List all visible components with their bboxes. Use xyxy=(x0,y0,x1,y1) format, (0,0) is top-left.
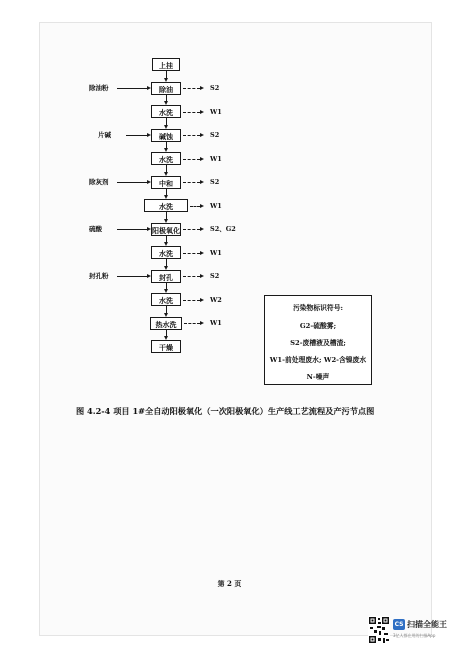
pollutant-output-label: W1 xyxy=(210,248,222,257)
input-material-label: 除油粉 xyxy=(89,84,109,92)
process-step-box: 水洗 xyxy=(151,152,181,165)
pollutant-output-label: W1 xyxy=(210,319,222,327)
figure-caption: 图 4.2-4 项目 1#全自动阳极氧化（一次阳极氧化）生产线工艺流程及产污节点图 xyxy=(76,406,375,416)
output-line xyxy=(183,112,200,113)
output-arrow xyxy=(200,180,204,184)
output-arrow xyxy=(200,298,204,302)
input-line xyxy=(117,88,147,89)
qr-code-icon xyxy=(368,616,390,644)
output-arrow xyxy=(200,274,204,278)
page-number: 第 2 页 xyxy=(217,579,242,588)
input-material-label: 封孔粉 xyxy=(89,272,109,280)
pollutant-output-label: S2、G2 xyxy=(210,225,236,233)
scanner-logo-icon: CS xyxy=(394,621,404,628)
pollutant-legend xyxy=(264,295,372,385)
input-arrow xyxy=(147,86,151,90)
pollutant-output-label: S2 xyxy=(210,84,220,92)
legend-item: G2-硫酸雾; xyxy=(299,322,337,330)
process-step-box: 水洗 xyxy=(144,199,188,212)
pollutant-output-label: S2 xyxy=(210,272,220,280)
process-step-box: 水洗 xyxy=(151,105,181,118)
output-line xyxy=(183,229,200,230)
input-arrow xyxy=(147,180,151,184)
output-line xyxy=(183,88,200,89)
output-line xyxy=(183,300,200,301)
output-arrow xyxy=(200,110,204,114)
input-line xyxy=(126,135,147,136)
output-line xyxy=(183,159,200,160)
legend-item: W1-前处理废水; W2-含镍废水 xyxy=(269,356,367,364)
output-line xyxy=(184,323,200,324)
pollutant-output-label: S2 xyxy=(210,178,220,186)
input-line xyxy=(117,276,147,277)
scanner-brand: 扫描全能王 xyxy=(407,620,447,629)
process-step-box: 水洗 xyxy=(151,293,181,306)
output-arrow xyxy=(200,157,204,161)
process-step-box: 水洗 xyxy=(151,246,181,259)
input-arrow xyxy=(147,274,151,278)
process-step-box: 除油 xyxy=(151,82,181,95)
process-step-box: 封孔 xyxy=(151,270,181,283)
output-arrow xyxy=(200,321,204,325)
input-material-label: 硫酸 xyxy=(89,225,102,233)
output-arrow xyxy=(200,227,204,231)
legend-title: 污染物标识符号: xyxy=(292,304,344,312)
input-line xyxy=(117,182,147,183)
scanner-watermark xyxy=(368,616,452,646)
pollutant-output-label: W1 xyxy=(210,201,222,210)
pollutant-output-label: W1 xyxy=(210,107,222,116)
process-step-box: 热水洗 xyxy=(150,317,182,330)
output-line xyxy=(183,135,200,136)
legend-item: N-噪声 xyxy=(306,373,330,381)
process-step-box: 碱蚀 xyxy=(151,129,181,142)
input-arrow xyxy=(147,227,151,231)
process-step-box: 中和 xyxy=(151,176,181,189)
output-line xyxy=(183,253,200,254)
pollutant-output-label: W2 xyxy=(210,295,222,304)
process-step-box: 阳极氧化 xyxy=(151,223,181,236)
pollutant-output-label: S2 xyxy=(210,131,220,139)
output-line xyxy=(190,206,200,207)
output-arrow xyxy=(200,86,204,90)
input-material-label: 除灰剂 xyxy=(89,178,109,186)
input-line xyxy=(117,229,147,230)
input-arrow xyxy=(147,133,151,137)
legend-item: S2-废槽液及槽渣; xyxy=(290,339,346,347)
document-page xyxy=(39,22,432,636)
output-arrow xyxy=(200,133,204,137)
output-arrow xyxy=(200,251,204,255)
process-step-box: 上挂 xyxy=(152,58,180,71)
scanner-tagline: 3亿人都在用的扫描App xyxy=(393,633,436,638)
pollutant-output-label: W1 xyxy=(210,154,222,163)
output-line xyxy=(183,182,200,183)
output-line xyxy=(183,276,200,277)
input-material-label: 片碱 xyxy=(98,131,111,139)
output-arrow xyxy=(200,204,204,208)
process-step-box: 干燥 xyxy=(151,340,181,353)
